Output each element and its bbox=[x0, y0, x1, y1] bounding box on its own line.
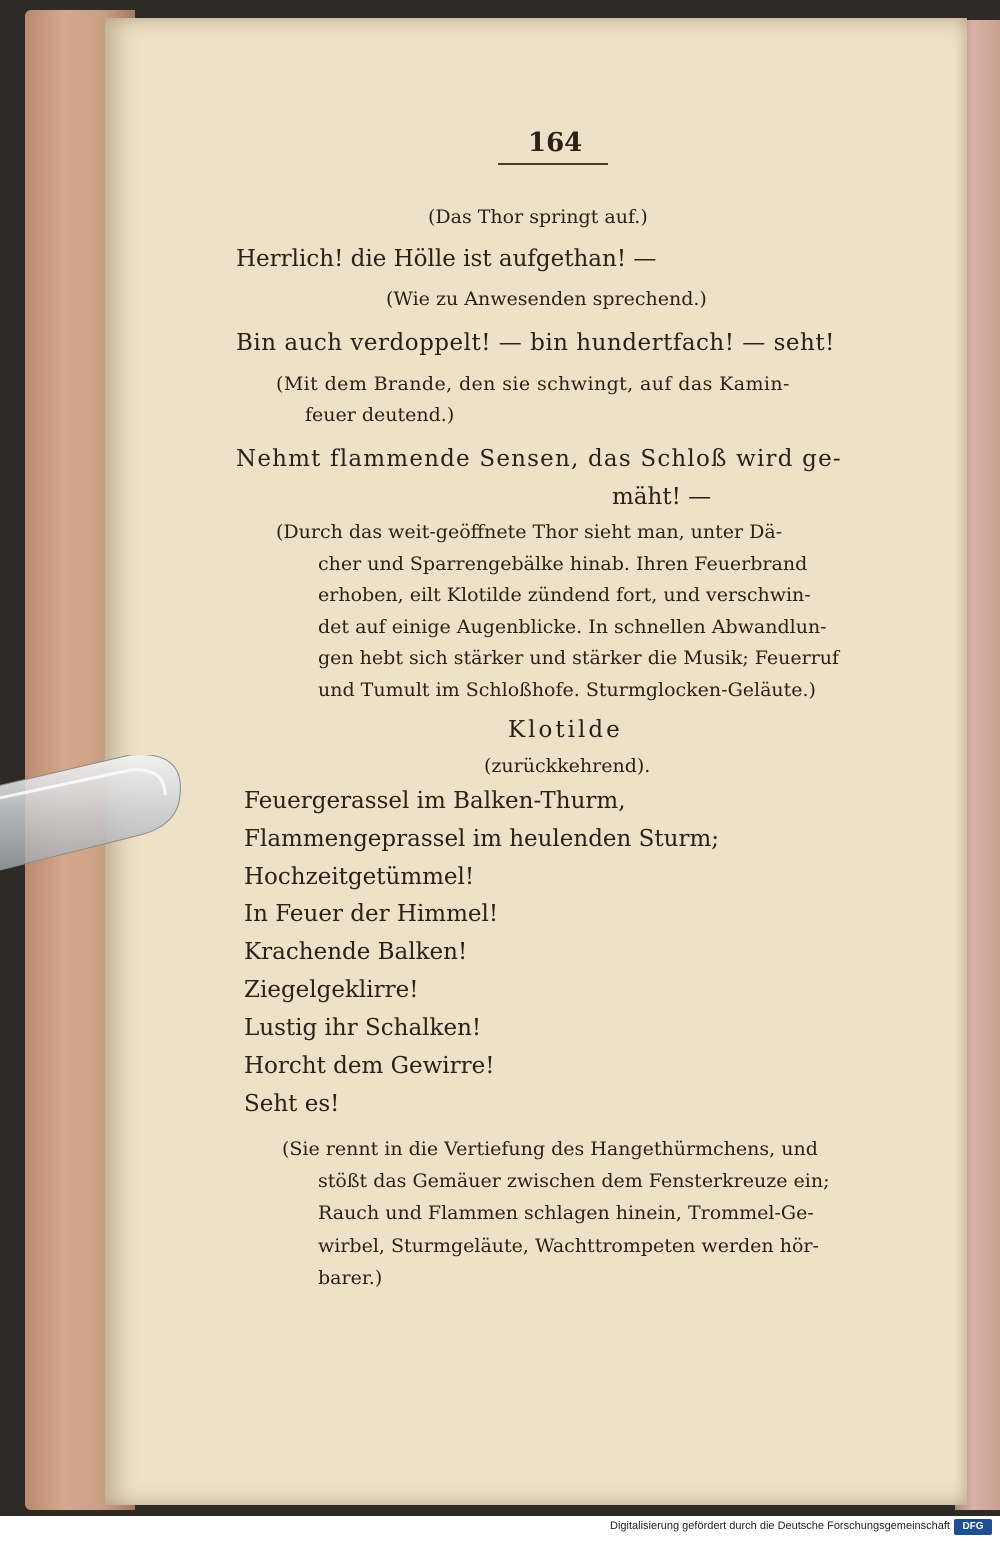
verse-line: Ziegelgeklirre! bbox=[244, 977, 419, 1003]
verse-line: Seht es! bbox=[244, 1091, 340, 1117]
stage-direction-line: cher und Sparrengebälke hinab. Ihren Feuerbrand bbox=[318, 553, 808, 575]
verse-line: Bin auch verdoppelt! — bin hundertfach! — seht! bbox=[236, 330, 835, 356]
stage-direction-line: (zurückkehrend). bbox=[484, 755, 651, 777]
verse-line: Feuergerassel im Balken-Thurm, bbox=[244, 788, 626, 814]
stage-direction-line: gen hebt sich stärker und stärker die Musik; Feuerruf bbox=[318, 647, 840, 669]
verse-line: Krachende Balken! bbox=[244, 939, 468, 965]
verse-line: Horcht dem Gewirre! bbox=[244, 1053, 495, 1079]
stage-direction-line: (Das Thor springt auf.) bbox=[428, 206, 648, 228]
stage-direction-line: erhoben, eilt Klotilde zündend fort, und verschwin- bbox=[318, 584, 811, 606]
stage-direction-line: feuer deutend.) bbox=[305, 404, 455, 426]
verse-line: Hochzeitgetümmel! bbox=[244, 864, 475, 890]
footer-bar bbox=[0, 1516, 1000, 1541]
stage-direction-line: barer.) bbox=[318, 1267, 383, 1289]
page-number-rule bbox=[498, 163, 608, 165]
stage-direction-line: Rauch und Flammen schlagen hinein, Trommel-Ge- bbox=[318, 1202, 814, 1224]
stage-direction-line: (Mit dem Brande, den sie schwingt, auf das Kamin- bbox=[276, 373, 790, 395]
page-holder-clip bbox=[0, 755, 190, 875]
stage-direction-line: stößt das Gemäuer zwischen dem Fensterkreuze ein; bbox=[318, 1170, 830, 1192]
stage-direction-line: und Tumult im Schloßhofe. Sturmglocken-Geläute.) bbox=[318, 679, 816, 701]
verse-line: Flammengeprassel im heulenden Sturm; bbox=[244, 826, 720, 852]
verse-line: In Feuer der Himmel! bbox=[244, 901, 499, 927]
verse-line: mäht! — bbox=[612, 484, 712, 510]
stage-direction-line: det auf einige Augenblicke. In schnellen Abwandlun- bbox=[318, 616, 827, 638]
stage-direction-line: (Wie zu Anwesenden sprechend.) bbox=[386, 288, 707, 310]
stage-direction-line: (Sie rennt in die Vertiefung des Hangethürmchens, und bbox=[282, 1138, 818, 1160]
verse-line: Herrlich! die Hölle ist aufgethan! — bbox=[236, 246, 657, 272]
speaker-name: Klotilde bbox=[508, 717, 623, 743]
page-number: 164 bbox=[528, 128, 583, 158]
stage-direction-line: (Durch das weit-geöffnete Thor sieht man, unter Dä- bbox=[276, 521, 783, 543]
verse-line: Nehmt flammende Sensen, das Schloß wird ge- bbox=[236, 446, 842, 472]
verse-line: Lustig ihr Schalken! bbox=[244, 1015, 482, 1041]
footer-credit: Digitalisierung gefördert durch die Deutsche Forschungsgemeinschaft bbox=[610, 1520, 950, 1532]
stage-direction-line: wirbel, Sturmgeläute, Wachttrompeten werden hör- bbox=[318, 1235, 819, 1257]
dfg-logo-icon: DFG bbox=[954, 1519, 992, 1535]
